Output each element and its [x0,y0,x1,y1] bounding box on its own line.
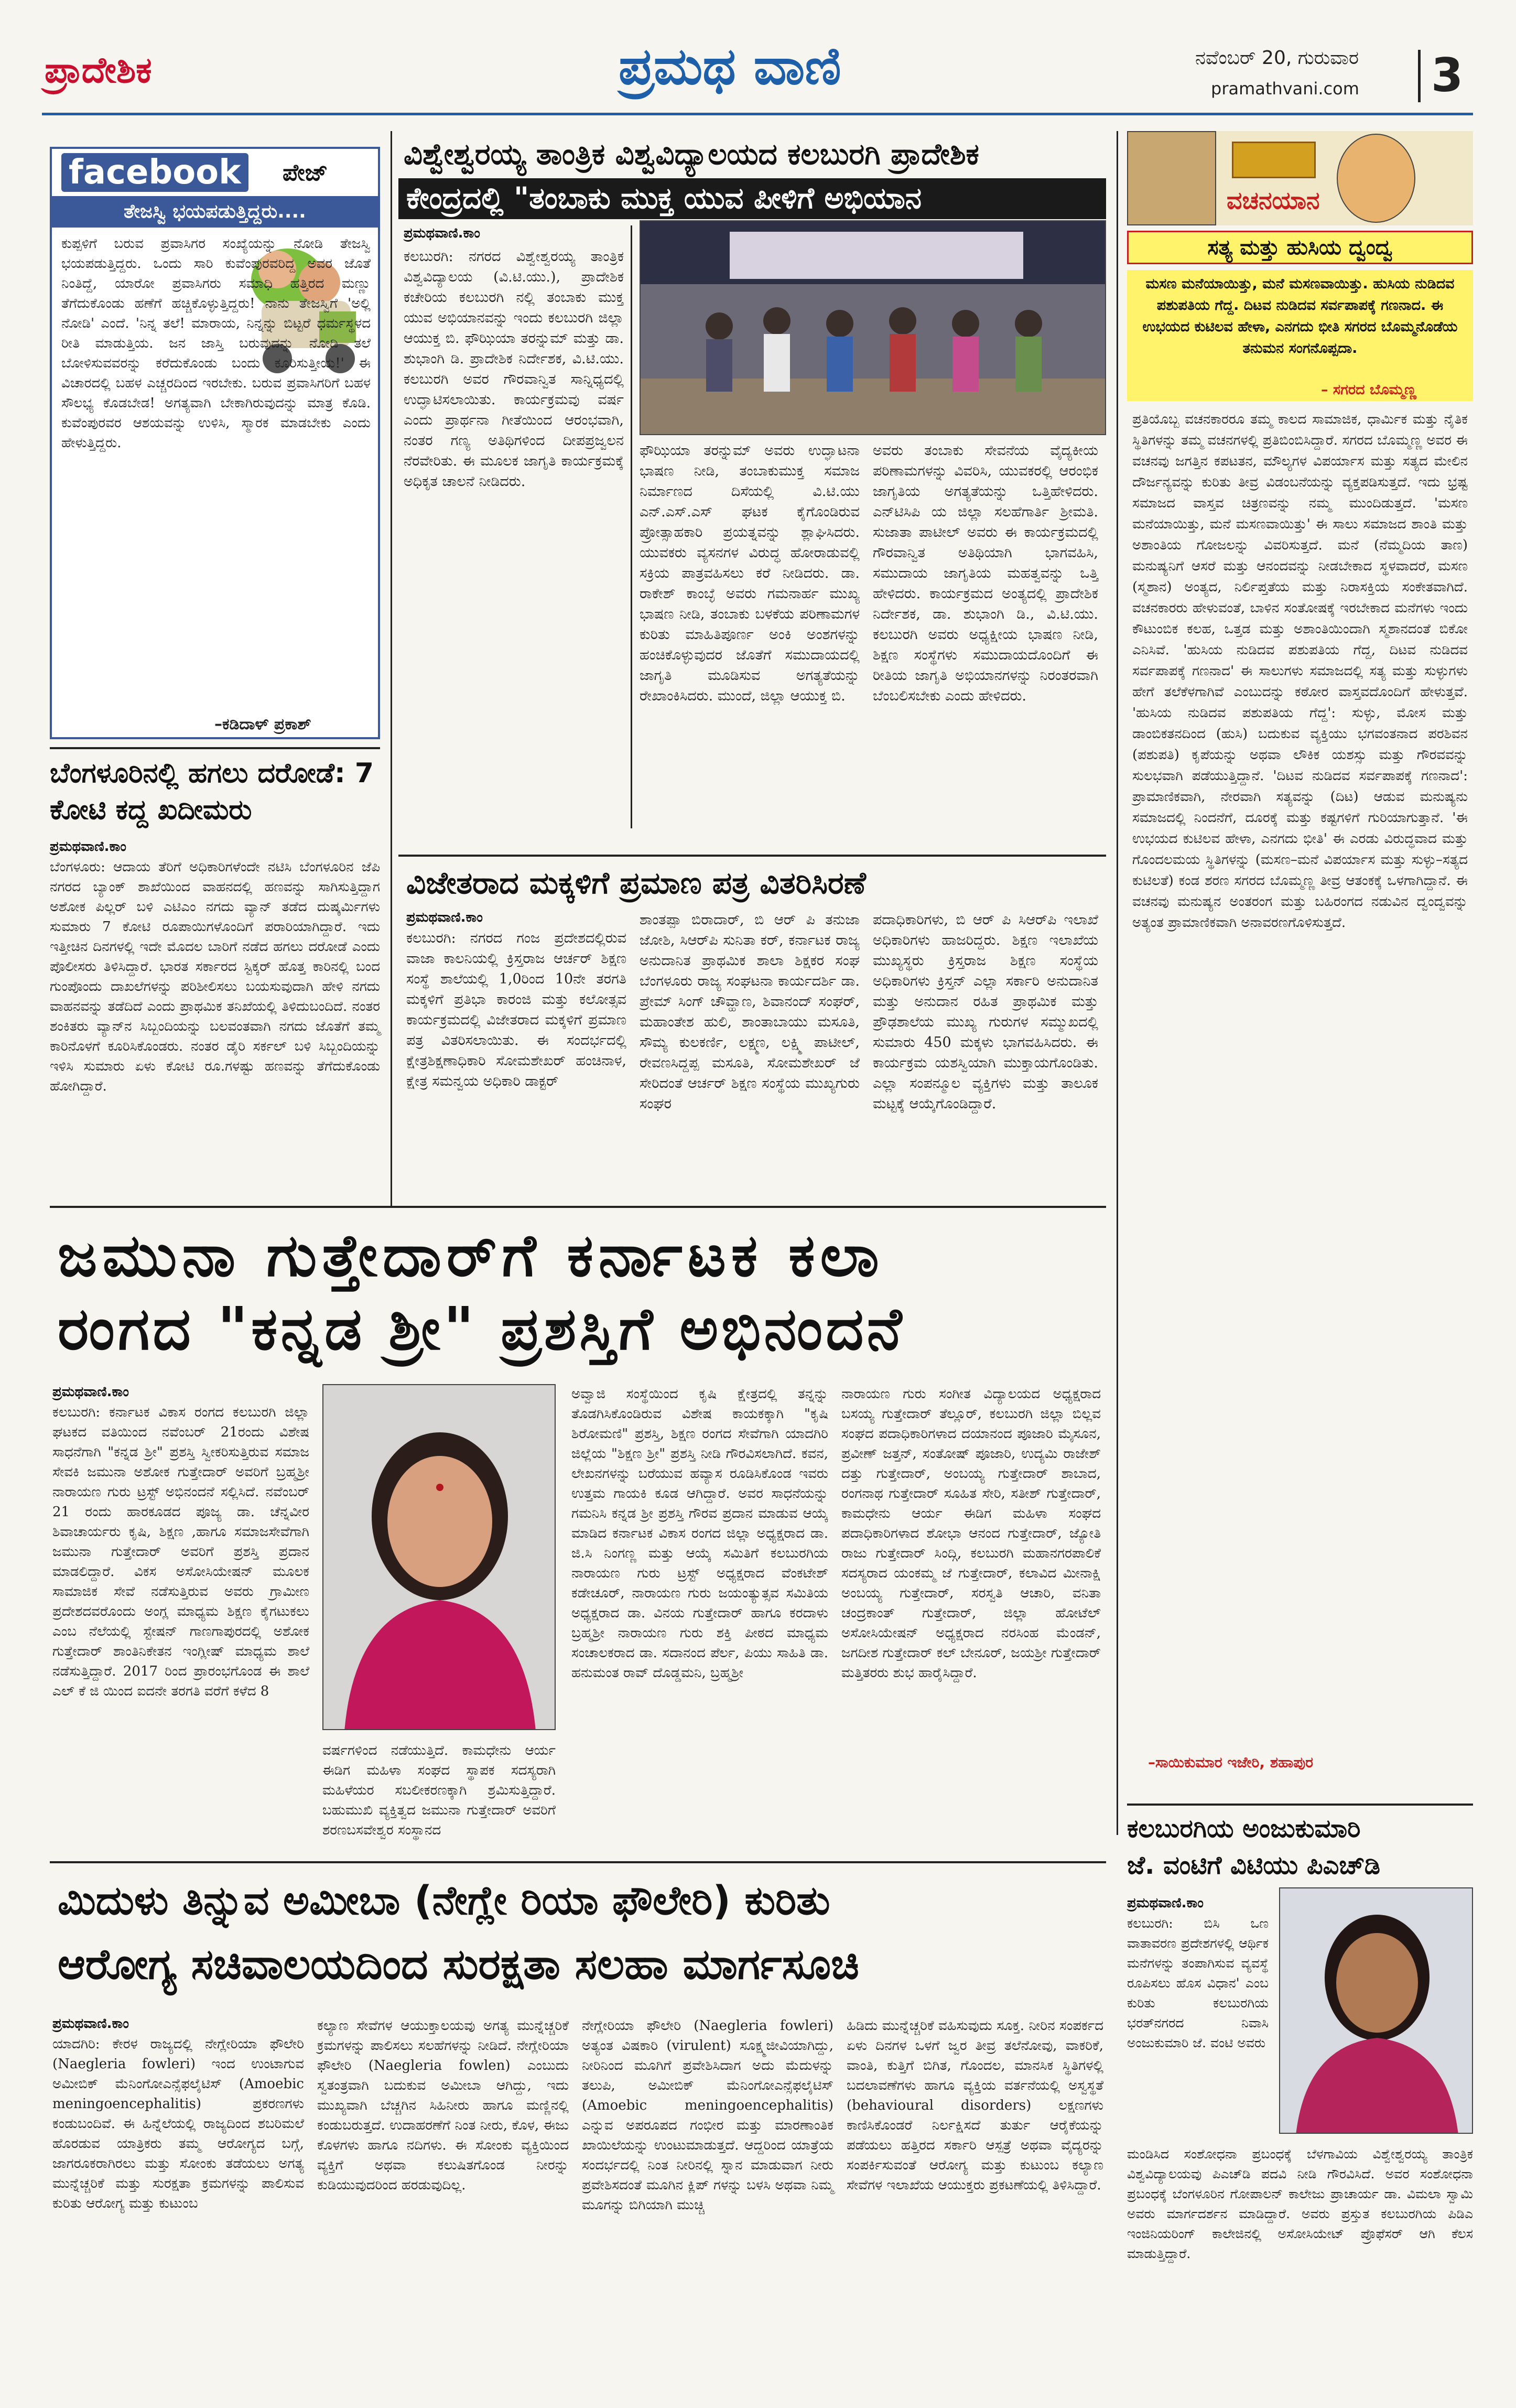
facebook-box [50,147,380,739]
robbery-byline: ಪ್ರಮಥವಾಣಿ.ಕಾಂ [50,839,126,855]
vtu-byline: ಪ್ರಮಥವಾಣಿ.ಕಾಂ [404,225,480,241]
vtu-col-1: ಕಲಬುರಗಿ: ನಗರದ ವಿಶ್ವೇಶ್ವರಯ್ಯ ತಾಂತ್ರಿಕ ವಿಶ್ವವಿದ್ಯಾಲಯ (ವಿ.ಟಿ.ಯು.), ಪ್ರಾದೇಶಿಕ ಕಚೇರಿಯ ಕಲಬುರಗಿ ನಲ್ಲಿ ತಂಬಾಕು ಮುಕ್ತ ಯುವ ಅಭಿಯಾನವನ್ನು ಇಂದು ಕಲಬುರಗಿ ಜಿಲ್ಲಾ ಆಯುಕ್ತ ಬಿ. ಫೌಝಿಯಾ ತರನ್ನುಮ್ ಮತ್ತು ಡಾ. ಶುಭಾಂಗಿ ಡಿ. ಪ್ರಾದೇಶಿಕ ನಿರ್ದೇಶಕ, ವಿ.ಟಿ.ಯು. ಕಲಬುರಗಿ ಅವರ ಗೌರವಾನ್ವಿತ ಸಾನ್ನಿಧ್ಯದಲ್ಲಿ ಉದ್ಘಾಟಿಸಲಾಯಿತು. ಕಾರ್ಯಕ್ರಮವು ವರ್ಷ ಎಂದು ಪ್ರಾರ್ಥನಾ ಗೀತೆಯಿಂದ ಆರಂಭವಾಗಿ, ನಂತರ ಗಣ್ಯ ಅತಿಥಿಗಳಿಂದ ದೀಪಪ್ರಜ್ವಲನ ನೆರವೇರಿತು. ಈ ಮೂಲಕ ಜಾಗೃತಿ ಕಾರ್ಯಕ್ರಮಕ್ಕೆ ಅಧಿಕೃತ ಚಾಲನೆ ನೀಡಿದರು. [404,249,624,490]
certificates-top-rule [398,855,1106,857]
robbery-top-rule [50,747,380,749]
certificates-headline: ವಿಜೇತರಾದ ಮಕ್ಕಳಿಗೆ ಪ್ರಮಾಣ ಪತ್ರ ವಿತರಿಸಿರಣೆ [406,865,866,901]
amoeba-top-rule [50,1861,1106,1863]
vtu-col-2: ಫೌಝಿಯಾ ತರನ್ನುಮ್ ಅವರು ಉದ್ಘಾಟನಾ ಭಾಷಣ ನೀಡಿ, ತಂಬಾಕುಮುಕ್ತ ಸಮಾಜ ನಿರ್ಮಾಣದ ದಿಸೆಯಲ್ಲಿ ವಿ.ಟಿ.ಯು ಎನ್.ಎಸ್.ಎಸ್ ಘಟಕ ಕೈಗೊಂಡಿರುವ ಪ್ರೋತ್ಸಾಹಕಾರಿ ಪ್ರಯತ್ನವನ್ನು ಶ್ಲಾಘಿಸಿದರು. ಯುವಕರು ವ್ಯಸನಗಳ ವಿರುದ್ಧ ಹೋರಾಡುವಲ್ಲಿ ಸಕ್ರಿಯ ಪಾತ್ರವಹಿಸಲು ಕರೆ ನೀಡಿದರು. ಡಾ. ರಾಕೇಶ್ ಕಾಂಬ್ಳೆ ಅವರು ಗಮನಾರ್ಹ ಮುಖ್ಯ ಭಾಷಣ ನೀಡಿ, ತಂಬಾಕು ಬಳಕೆಯ ಪರಿಣಾಮಗಳ ಕುರಿತು ಮಾಹಿತಿಪೂರ್ಣ ಅಂಕಿ ಅಂಶಗಳನ್ನು ಹಂಚಿಕೊಳ್ಳುವುದರ ಜೊತೆಗೆ ಸಮುದಾಯದಲ್ಲಿ ಜಾಗೃತಿ ಮೂಡಿಸುವ ಅಗತ್ಯತೆಯನ್ನು ರೇಖಾಂಕಿಸಿದರು. ಮುಂದೆ, ಜಿಲ್ಲಾ ಆಯುಕ್ತ ಬಿ. [640,442,860,704]
phd-body: ಮಂಡಿಸಿದ ಸಂಶೋಧನಾ ಪ್ರಬಂಧಕ್ಕೆ ಬೆಳಗಾವಿಯ ವಿಶ್ವೇಶ್ವರಯ್ಯ ತಾಂತ್ರಿಕ ವಿಶ್ವವಿದ್ಯಾಲಯವು ಪಿಎಚ್‌ಡಿ ಪದವಿ ನೀಡಿ ಗೌರವಿಸಿದೆ. ಅವರ ಸಂಶೋಧನಾ ಪ್ರಬಂಧಕ್ಕೆ ಬೆಂಗಳೂರಿನ ಗೋಪಾಲನ್ ಕಾಲೇಜು ಪ್ರಾಚಾರ್ಯ ಡಾ. ವಿಮಲಾ ಸ್ವಾಮಿ ಅವರು ಮಾರ್ಗದರ್ಶನ ಮಾಡಿದ್ದಾರೆ. ಅವರು ಪ್ರಸ್ತುತ ಕಲಬುರಗಿಯ ಪಿಡಿಎ ಇಂಜಿನಿಯರಿಂಗ್ ಕಾಲೇಜಿನಲ್ಲಿ ಅಸೋಸಿಯೇಟ್ ಪ್ರೊಫೆಸರ್ ಆಗಿ ಕೆಲಸ ಮಾಡುತ್ತಿದ್ದಾರೆ. [1127,2146,1473,2261]
amoeba-headline-2: ಆರೋಗ್ಯ ಸಚಿವಾಲಯದಿಂದ ಸುರಕ್ಷತಾ ಸಲಹಾ ಮಾರ್ಗಸೂಚಿ [58,1940,859,1989]
facebook-body: ಕುಪ್ಪಳಿಗೆ ಬರುವ ಪ್ರವಾಸಿಗರ ಸಂಖ್ಯೆಯನ್ನು ನೋಡಿ ತೇಜಸ್ವಿ ಭಯಪಡುತ್ತಿದ್ದರು. ಒಂದು ಸಾರಿ ಕುವೆಂಪುರವರಿದ್ದ ಅವರ ಜೊತೆ ನಿಂತಿದ್ದೆ, ಯಾರೋ ಪ್ರವಾಸಿಗರು ಸಮಾಧಿ ಹತ್ತಿರದ ಮಣ್ಣು ತೆಗೆದುಕೊಂಡು ಹಣೆಗೆ ಹಚ್ಚಿಕೊಳ್ಳುತ್ತಿದ್ದರು! ನಾನು ತೇಜಸ್ವಿಗೆ 'ಅಲ್ಲಿ ನೋಡಿ' ಎಂದೆ. 'ನಿನ್ನ ತಲೆ! ಮಾರಾಯ, ನಿನ್ನನ್ನು ಬಿಟ್ಟರೆ ಧರ್ಮಸ್ಥಳದ ರೀತಿ ಮಾಡುತ್ತಿಯ. ಜನ ಜಾಸ್ತಿ ಬರುವುದನ್ನು ನೋಡಿ ತಲೆ ಬೋಳಿಸುವವರನ್ನು ಕರೆದುಕೊಂಡು ಬಂದು ಕೂರಿಸುತ್ತೀಯ!' ಈ ವಿಚಾರದಲ್ಲಿ ಬಹಳ ಎಚ್ಚರದಿಂದ ಇರಬೇಕು. ಬರುವ ಪ್ರವಾಸಿಗರಿಗೆ ಬಹಳ ಸೌಲಭ್ಯ ಕೊಡಬೇಡ! ಅಗತ್ಯವಾಗಿ ಬೇಕಾಗಿರುವುದನ್ನು ಮಾತ್ರ ಕೊಡಿ. ಕುವೆಂಪುರವರ ಆಶಯವನ್ನು ಉಳಿಸಿ, ಸ್ಮಾರಕ ಮಾಡಬೇಕು ಎಂದು ಹೇಳುತ್ತಿದ್ದರು. [61,236,371,451]
vachana-banner [1127,131,1473,225]
phd-portrait [1279,1887,1473,2134]
paper-title: ಪ್ರಮಥ ವಾಣಿ [619,37,841,96]
amoeba-col-4: ಹಿಡಿದು ಮುನ್ನೆಚ್ಚರಿಕೆ ವಹಿಸುವುದು ಸೂಕ್ತ. ನೀರಿನ ಸಂಪರ್ಕದ ಏಳು ದಿನಗಳ ಒಳಗೆ ಜ್ವರ ತೀವ್ರ ತಲೆನೋವು, ವಾಕರಿಕೆ, ವಾಂತಿ, ಕುತ್ತಿಗೆ ಬಿಗಿತ, ಗೊಂದಲ, ಮಾನಸಿಕ ಸ್ಥಿತಿಗಳಲ್ಲಿ ಬದಲಾವಣೆಗಳು ಹಾಗೂ ವ್ಯಕ್ತಿಯ ವರ್ತನೆಯಲ್ಲಿ ಅಸ್ವಸ್ಥತೆ (behavioural disorders) ಲಕ್ಷಣಗಳು ಕಾಣಿಸಿಕೊಂಡರೆ ನಿರ್ಲಕ್ಷಿಸದೆ ತುರ್ತು ಆರೈಕೆಯನ್ನು ಪಡೆಯಲು ಹತ್ತಿರದ ಸರ್ಕಾರಿ ಆಸ್ಪತ್ರೆ ಅಥವಾ ವೈದ್ಯರನ್ನು ಸಂಪರ್ಕಿಸುವಂತೆ ಆರೋಗ್ಯ ಮತ್ತು ಕುಟುಂಬ ಕಲ್ಯಾಣ ಸೇವೆಗಳ ಇಲಾಖೆಯ ಆಯುಕ್ತರು ಪ್ರಕಟಣೆಯಲ್ಲಿ ತಿಳಿಸಿದ್ದಾರೆ. [847,2018,1103,2193]
right-column-divider [1117,131,1118,1835]
robbery-headline: ಬೆಂಗಳೂರಿನಲ್ಲಿ ಹಗಲು ದರೋಡೆ: 7 ಕೋಟಿ ಕದ್ದ ಖದೀಮರು [50,758,374,826]
masthead-rule [42,113,1473,115]
amoeba-byline: ಪ್ರಮಥವಾಣಿ.ಕಾಂ [52,2016,129,2032]
vachana-author: –ಸಾಯಿಕುಮಾರ ಇಜೇರಿ, ಶಹಾಪುರ [1148,1754,1314,1771]
amoeba-col-3: ನೇಗ್ಲೇರಿಯಾ ಫೌಲೇರಿ (Naegleria fowleri) ಅತ್ಯಂತ ವಿಷಕಾರಿ (virulent) ಸೂಕ್ಷ್ಮಜೀವಿಯಾಗಿದ್ದು, ನೀರಿನಿಂದ ಮೂಗಿಗೆ ಪ್ರವೇಶಿಸಿದಾಗ ಅದು ಮೆದುಳನ್ನು ತಲುಪಿ, ಅಮೀಬಿಕ್ ಮೆನಿಂಗೋಎನ್ಸೆಫಲೈಟಿಸ್ (Amoebic meningoencephalitis) ಎನ್ನುವ ಅಪರೂಪದ ಗಂಭೀರ ಮತ್ತು ಮಾರಣಾಂತಿಕ ಖಾಯಿಲೆಯನ್ನು ಉಂಟುಮಾಡುತ್ತದೆ. ಆದ್ದರಿಂದ ಯಾತ್ರೆಯ ಸಂದರ್ಭದಲ್ಲಿ ನಿಂತ ನೀರಿನಲ್ಲಿ ಸ್ನಾನ ಮಾಡುವಾಗ ನೀರು ಪ್ರವೇಶಿಸದಂತೆ ಮೂಗಿನ ಕ್ಲಿಪ್ ಗಳನ್ನು ಬಳಸಿ ಅಥವಾ ನಿಮ್ಮ ಮೂಗನ್ನು ಬಿಗಿಯಾಗಿ ಮುಚ್ಚಿ [582,2018,833,2213]
facebook-tag: ಪೇಜ್ [283,159,328,186]
facebook-header [52,149,378,196]
amoeba-col-2: ಕಲ್ಯಾಣ ಸೇವೆಗಳ ಆಯುಕ್ತಾಲಯವು ಅಗತ್ಯ ಮುನ್ನೆಚ್ಚರಿಕೆ ಕ್ರಮಗಳನ್ನು ಪಾಲಿಸಲು ಸಲಹೆಗಳನ್ನು ನೀಡಿದೆ. ನೇಗ್ಲೇರಿಯಾ ಫೌಲೇರಿ (Naegleria fowlen) ಎಂಬುದು ಸ್ವತಂತ್ರವಾಗಿ ಬದುಕುವ ಅಮೀಬಾ ಆಗಿದ್ದು, ಇದು ಮುಖ್ಯವಾಗಿ ಬೆಚ್ಚಗಿನ ಸಿಹಿನೀರು ಹಾಗೂ ಮಣ್ಣಿನಲ್ಲಿ ಕಂಡುಬರುತ್ತದೆ. ಉದಾಹರಣೆಗೆ ನಿಂತ ನೀರು, ಕೊಳ, ಈಜು ಕೊಳಗಳು ಹಾಗೂ ನದಿಗಳು. ಈ ಸೋಂಕು ವ್ಯಕ್ತಿಯಿಂದ ವ್ಯಕ್ತಿಗೆ ಅಥವಾ ಕಲುಷಿತಗೊಂಡ ನೀರನ್ನು ಕುಡಿಯುವುದರಿಂದ ಹರಡುವುದಿಲ್ಲ. [317,2018,569,2193]
jamuna-byline: ಪ್ರಮಥವಾಣಿ.ಕಾಂ [52,1384,129,1400]
jamuna-col-2: ಅವ್ವಾಜಿ ಸಂಸ್ಥೆಯಿಂದ ಕೃಷಿ ಕ್ಷೇತ್ರದಲ್ಲಿ ತನ್ನನ್ನು ತೊಡಗಿಸಿಕೊಂಡಿರುವ ವಿಶೇಷ ಕಾಯಕಕ್ಕಾಗಿ "ಕೃಷಿ ಶಿರೋಮಣಿ" ಪ್ರಶಸ್ತಿ, ಶಿಕ್ಷಣ ರಂಗದ ಸೇವೆಗಾಗಿ ಯಾದಗಿರಿ ಜಿಲ್ಲೆಯ "ಶಿಕ್ಷಣ ಶ್ರೀ" ಪ್ರಶಸ್ತಿ ನೀಡಿ ಗೌರವಿಸಲಾಗಿದೆ. ಕವನ, ಲೇಖನಗಳನ್ನು ಬರೆಯುವ ಹವ್ಯಾಸ ರೂಡಿಸಿಕೊಂಡ ಇವರು ಉತ್ತಮ ಗಾಯಕಿ ಕೂಡ ಆಗಿದ್ದಾರೆ. ಅವರ ಸಾಧನೆಯನ್ನು ಗಮನಿಸಿ ಕನ್ನಡ ಶ್ರೀ ಪ್ರಶಸ್ತಿ ಗೌರವ ಪ್ರದಾನ ಮಾಡುವ ಆಯ್ಕೆ ಮಾಡಿದ ಕರ್ನಾಟಕ ವಿಕಾಸ ರಂಗದ ಜಿಲ್ಲಾ ಅಧ್ಯಕ್ಷರಾದ ಡಾ. ಜಿ.ಸಿ ನಿಂಗಣ್ಣ ಮತ್ತು ಆಯ್ಕೆ ಸಮಿತಿಗೆ ಕಲಬುರಗಿಯ ನಾರಾಯಣ ಗುರು ಟ್ರಸ್ಟ್ ಅಧ್ಯಕ್ಷರಾದ ವೆಂಕಟೇಶ್ ಕಡೇಚೂರ್, ನಾರಾಯಣ ಗುರು ಜಯಂತ್ಯುತ್ಸವ ಸಮಿತಿಯ ಅಧ್ಯಕ್ಷರಾದ ಡಾ. ವಿನಯ ಗುತ್ತೇದಾರ್ ಹಾಗೂ ಕರದಾಳು ಬ್ರಹ್ಮಶ್ರೀ ನಾರಾಯಣ ಗುರು ಶಕ್ತಿ ಪೀಠದ ಮಾಧ್ಯಮ ಸಂಚಾಲಕರಾದ ಡಾ. ಸದಾನಂದ ಪೆರ್ಲ, ಪಿಯು ಸಾಹಿತಿ ಡಾ. ಹನುಮಂತ ರಾವ್ ದೊಡ್ಡಮನಿ, ಬ್ರಹ್ಮಶ್ರೀ [571,1386,828,1681]
phd-col-1: ಕಲಬುರಗಿ: ಬಿಸಿ ಒಣ ವಾತಾವರಣ ಪ್ರದೇಶಗಳಲ್ಲಿ ಆರ್ಥಿಕ ಮನೆಗಳನ್ನು ತಂಪಾಗಿಸುವ ವ್ಯವಸ್ಥೆ ರೂಪಿಸಲು ಹೊಸ ವಿಧಾನ' ಎಂಬ ಕುರಿತು ಕಲಬುರಗಿಯ ಭರತ್‌ನಗರದ ನಿವಾಸಿ ಅಂಜುಕುಮಾರಿ ಜೆ. ವಂಟಿ ಅವರು [1127,1916,1269,2050]
phd-top-rule [1127,1804,1473,1806]
robbery-body: ಬೆಂಗಳೂರು: ಆದಾಯ ತೆರಿಗೆ ಅಧಿಕಾರಿಗಳೆಂದೇ ನಟಿಸಿ ಬೆಂಗಳೂರಿನ ಜೆಪಿ ನಗರದ ಬ್ಯಾಂಕ್ ಶಾಖೆಯಿಂದ ವಾಹನದಲ್ಲಿ ಹಣವನ್ನು ಸಾಗಿಸುತ್ತಿದ್ದಾಗ ಅಶೋಕ ಪಿಲ್ಲರ್ ಬಳಿ ಎಟಿಎಂ ನಗದು ವ್ಯಾನ್ ತಡೆದ ದುಷ್ಕರ್ಮಿಗಳು ಸುಮಾರು 7 ಕೋಟಿ ರೂಪಾಯಿಗಳೊಂದಿಗೆ ಪರಾರಿಯಾಗಿದ್ದಾರೆ. ಇದು ಇತ್ತೀಚಿನ ದಿನಗಳಲ್ಲಿ ಇದೇ ಮೊದಲ ಬಾರಿಗೆ ನಡೆದ ಹಗಲು ದರೋಡೆ ಎಂದು ಪೊಲೀಸರು ತಿಳಿಸಿದ್ದಾರೆ. ಭಾರತ ಸರ್ಕಾರದ ಸ್ಟಿಕ್ಕರ್ ಹೊತ್ತ ಕಾರಿನಲ್ಲಿ ಬಂದ ಗುಂಪೊಂದು ದಾಖಲೆಗಳನ್ನು ಪರಿಶೀಲಿಸಲು ಬಯಸುವುದಾಗಿ ಹೇಳಿ ನಗದು ವಾಹನವನ್ನು ತಡೆದಿದೆ ಎಂದು ಪ್ರಾಥಮಿಕ ತನಿಖೆಯಲ್ಲಿ ತಿಳಿದುಬಂದಿದೆ. ನಂತರ ಶಂಕಿತರು ವ್ಯಾನ್‌ನ ಸಿಬ್ಬಂದಿಯನ್ನು ಬಲವಂತವಾಗಿ ನಗದು ಜೊತೆಗೆ ತಮ್ಮ ಕಾರಿನೊಳಗೆ ಕೂರಿಸಿಕೊಂಡರು. ನಂತರ ಡೈರಿ ಸರ್ಕಲ್ ಬಳಿ ಸಿಬ್ಬಂದಿಯನ್ನು ಇಳಿಸಿ ಸುಮಾರು ಏಳು ಕೋಟಿ ರೂ.ಗಳಷ್ಟು ಹಣವನ್ನು ತೆಗೆದುಕೊಂಡು ಹೋಗಿದ್ದಾರೆ. [50,859,380,1094]
facebook-title: ತೇಜಸ್ವಿ ಭಯಪಡುತ್ತಿದ್ದರು.... [52,196,378,228]
masthead [0,0,1516,113]
jamuna-top-rule [50,1206,1106,1208]
website: pramathvani.com [1211,79,1359,99]
vachana-verse-author: – ಸಗರದ ಬೊಮ್ಮಣ್ಣ [1321,382,1417,398]
jamuna-col-1: ಕಲಬುರಗಿ: ಕರ್ನಾಟಕ ವಿಕಾಸ ರಂಗದ ಕಲಬುರಗಿ ಜಿಲ್ಲಾ ಘಟಕದ ವತಿಯಿಂದ ನವೆಂಬರ್ 21ರಂದು ವಿಶೇಷ ಸಾಧನೆಗಾಗಿ "ಕನ್ನಡ ಶ್ರೀ" ಪ್ರಶಸ್ತಿ ಸ್ವೀಕರಿಸುತ್ತಿರುವ ಸಮಾಜ ಸೇವಕಿ ಜಮುನಾ ಅಶೋಕ ಗುತ್ತೇದಾರ್ ಅವರಿಗೆ ಬ್ರಹ್ಮಶ್ರೀ ನಾರಾಯಣ ಗುರು ಟ್ರಸ್ಟ್ ಅಭಿನಂದನೆ ಸಲ್ಲಿಸಿದೆ. ನವೆಂಬರ್ 21 ರಂದು ಹಾರಕೂಡದ ಪೂಜ್ಯ ಡಾ. ಚೆನ್ನವೀರ ಶಿವಾಚಾರ್ಯರು ಕೃಷಿ, ಶಿಕ್ಷಣ ,ಹಾಗೂ ಸಮಾಜಸೇವೆಗಾಗಿ ಜಮುನಾ ಗುತ್ತೇದಾರ್ ಅವರಿಗೆ ಪ್ರಶಸ್ತಿ ಪ್ರದಾನ ಮಾಡಲಿದ್ದಾರೆ. ವಿಕಸ ಅಸೋಸಿಯೇಷನ್ ಮೂಲಕ ಸಾಮಾಜಿಕ ಸೇವೆ ನಡೆಸುತ್ತಿರುವ ಅವರು ಗ್ರಾಮೀಣ ಪ್ರದೇಶದವರೊಂದು ಅಂಗ್ಲ ಮಾಧ್ಯಮ ಶಿಕ್ಷಣ ಕೈಗಟುಕಲು ಎಂಬ ನೆಲೆಯಲ್ಲಿ ಸ್ಟೇಷನ್ ಗಾಣಗಾಪುರದಲ್ಲಿ ಅಶೋಕ ಗುತ್ತೇದಾರ್ ಶಾಂತಿನಿಕೇತನ ಇಂಗ್ಲೀಷ್ ಮಾಧ್ಯಮ ಶಾಲೆ ನಡೆಸುತ್ತಿದ್ದಾರೆ. 2017 ರಿಂದ ಪ್ರಾರಂಭಗೊಂಡ ಈ ಶಾಲೆ ಎಲ್ ಕೆ ಜಿ ಯಿಂದ ಐದನೇ ತರಗತಿ ವರೆಗೆ ಕಳೆದ 8 [52,1405,309,1699]
certificates-byline: ಪ್ರಮಥವಾಣಿ.ಕಾಂ [406,910,483,925]
vachana-verse: ಮಸಣ ಮನೆಯಾಯಿತ್ತು, ಮನೆ ಮಸಣವಾಯಿತ್ತು. ಹುಸಿಯ ನುಡಿದವ ಪಶುಪತಿಯ ಗೆದ್ದ. ದಿಟವ ನುಡಿದವ ಸರ್ವಪಾಪಕ್ಕೆ ಗಣನಾದ. ಈ ಉಭಯದ ಕುಟಿಲವ ಹೇಳಾ, ಎನಗದು ಭೀತಿ ಸಗರದ ಬೊಮ್ಮನೊಡೆಯ ತನುಮನ ಸಂಗನೊಪ್ಪದಾ. [1127,270,1473,401]
jamuna-portrait-caption: ವರ್ಷಗಳಿಂದ ನಡೆಯುತ್ತಿದೆ. ಕಾಮಧೇನು ಆರ್ಯ ಈಡಿಗ ಮಹಿಳಾ ಸಂಘದ ಸ್ಥಾಪಕ ಸದಸ್ಯರಾಗಿ ಮಹಿಳೆಯರ ಸಬಲೀಕರಣಕ್ಕಾಗಿ ಶ್ರಮಿಸುತ್ತಿದ್ದಾರೆ. ಬಹುಮುಖಿ ವ್ಯಕ್ತಿತ್ವದ ಜಮುನಾ ಗುತ್ತೇದಾರ್ ಅವರಿಗೆ ಶರಣಬಸವೇಶ್ವರ ಸಂಸ್ಥಾನದ [322,1743,556,1838]
vachana-photo-saint [1127,131,1216,225]
certificates-col-2: ಶಾಂತಪ್ಪಾ ಬಿರಾದಾರ್, ಬಿ ಆರ್ ಪಿ ತನುಜಾ ಜೋಶಿ, ಸಿಆರ್‌ಪಿ ಸುನಿತಾ ಕರ್, ಕರ್ನಾಟಕ ರಾಜ್ಯ ಅನುದಾನಿತ ಪ್ರಾಥಮಿಕ ಶಾಲಾ ಶಿಕ್ಷಕರ ಸಂಘ ಬೆಂಗಳೂರು ರಾಜ್ಯ ಸಂಘಟನಾ ಕಾರ್ಯದರ್ಶಿ ಡಾ. ಪ್ರೇಮ್ ಸಿಂಗ್ ಚೌವ್ಹಾಣ, ಶಿವಾನಂದ್ ಸಂಘರ್, ಮಹಾಂತೇಶ ಹುಲಿ, ಶಾಂತಾಬಾಯು ಮಸೂತಿ, ಸೌಮ್ಯ ಕುಲಕರ್ಣಿ, ಲಕ್ಷ್ಮಣ, ಲಕ್ಷ್ಮಿ ಪಾಟೀಲ್, ರೇವಣಸಿದ್ದಪ್ಪ ಮಸೂತಿ, ಸೋಮಶೇಖರ್ ಜೆ ಸೇರಿದಂತೆ ಆರ್ಚರ್ ಶಿಕ್ಷಣ ಸಂಸ್ಥೆಯ ಮುಖ್ಯಗುರು ಸಂಘರ [640,912,860,1112]
amoeba-headline-1: ಮಿದುಳು ತಿನ್ನುವ ಅಮೀಬಾ (ನೇಗ್ಲೇ ರಿಯಾ ಫೌಲೇರಿ) ಕುರಿತು [58,1877,830,1924]
left-column-divider [391,131,392,1206]
vachana-title: ಸತ್ಯ ಮತ್ತು ಹುಸಿಯ ದ್ವಂದ್ವ [1127,231,1473,264]
vachana-label: ವಚನಯಾನ [1227,186,1320,214]
certificates-col-3: ಪದಾಧಿಕಾರಿಗಳು, ಬಿ ಆರ್ ಪಿ ಸಿಆರ್‌ಪಿ ಇಲಾಖೆ ಅಧಿಕಾರಿಗಳು ಹಾಜರಿದ್ದರು. ಶಿಕ್ಷಣ ಇಲಾಖೆಯ ಮುಖ್ಯಸ್ಥರು ಕ್ರಿಸ್ತರಾಜ ಶಿಕ್ಷಣ ಸಂಸ್ಥೆಯ ಅಧಿಕಾರಿಗಳು ಕ್ರಿಸ್ತನ್ ಎಲ್ಲಾ ಸರ್ಕಾರಿ ಅನುದಾನಿತ ಮತ್ತು ಅನುದಾನ ರಹಿತ ಪ್ರಾಥಮಿಕ ಮತ್ತು ಪ್ರೌಢಶಾಲೆಯ ಮುಖ್ಯ ಗುರುಗಳ ಸಮ್ಮುಖದಲ್ಲಿ ಸುಮಾರು 450 ಮಕ್ಕಳು ಭಾಗವಹಿಸಿದರು. ಈ ಕಾರ್ಯಕ್ರಮ ಯಶಸ್ವಿಯಾಗಿ ಮುಕ್ತಾಯಗೊಂಡಿತು. ಎಲ್ಲಾ ಸಂಪನ್ಮೂಲ ವ್ಯಕ್ತಿಗಳು ಮತ್ತು ತಾಲೂಕ ಮಟ್ಟಕ್ಕೆ ಆಯ್ಕೆಗೊಂಡಿದ್ದಾರೆ. [873,912,1098,1112]
vachana-author-photo [1337,134,1415,223]
phd-headline-1: ಕಲಬುರಗಿಯ ಅಂಜುಕುಮಾರಿ [1127,1814,1361,1843]
jamuna-headline-1: ಜಮುನಾ ಗುತ್ತೇದಾರ್‌ಗೆ ಕರ್ನಾಟಕ ಕಲಾ [58,1222,884,1290]
vachana-book-icon [1232,142,1316,178]
phd-byline: ಪ್ರಮಥವಾಣಿ.ಕಾಂ [1127,1895,1204,1911]
page-divider [1418,50,1421,102]
facebook-logo: facebook [61,153,248,192]
vachana-body: ಪ್ರತಿಯೊಬ್ಬ ವಚನಕಾರರೂ ತಮ್ಮ ಕಾಲದ ಸಾಮಾಜಿಕ, ಧಾರ್ಮಿಕ ಮತ್ತು ನೈತಿಕ ಸ್ಥಿತಿಗಳನ್ನು ತಮ್ಮ ವಚನಗಳಲ್ಲಿ ಪ್ರತಿಬಿಂಬಿಸಿದ್ದಾರೆ. ಸಗರದ ಬೊಮ್ಮಣ್ಣ ಅವರ ಈ ವಚನವು ಜಗತ್ತಿನ ಕಪಟತನ, ಮೌಲ್ಯಗಳ ವಿಪರ್ಯಾಸ ಮತ್ತು ಸತ್ಯದ ಮೇಲಿನ ದೌರ್ಜನ್ಯವನ್ನು ಕುರಿತು ತೀವ್ರ ವಿಡಂಬನೆಯನ್ನು ವ್ಯಕ್ತಪಡಿಸುತ್ತದೆ. ಇದು ಭ್ರಷ್ಟ ಸಮಾಜದ ವಾಸ್ತವ ಚಿತ್ರಣವನ್ನು ನಮ್ಮ ಮುಂದಿಡುತ್ತದೆ. 'ಮಸಣ ಮನೆಯಾಯಿತ್ತು, ಮನೆ ಮಸಣವಾಯಿತ್ತು' ಈ ಸಾಲು ಸಮಾಜದ ಶಾಂತಿ ಮತ್ತು ಅಶಾಂತಿಯ ಗೋಜಲನ್ನು ವಿವರಿಸುತ್ತದೆ. ಮನೆ (ನೆಮ್ಮದಿಯ ತಾಣ) ಮನುಷ್ಯನಿಗೆ ಆಸರೆ ಮತ್ತು ಆನಂದವನ್ನು ನೀಡಬೇಕಾದ ಸ್ಥಳವಾದರೆ, ಮಸಣ (ಸ್ಮಶಾನ) ಅಂತ್ಯದ, ನಿರ್ಲಿಪ್ತತೆಯ ಮತ್ತು ನಿರಾಸಕ್ತಿಯ ಸಂಕೇತವಾಗಿದೆ. ವಚನಕಾರರು ಹೇಳುವಂತೆ, ಬಾಳಿನ ಸಂತೋಷಕ್ಕೆ ಇರಬೇಕಾದ ಮನೆಗಳು ಇಂದು ಕೌಟುಂಬಿಕ ಕಲಹ, ಒತ್ತಡ ಮತ್ತು ಅಶಾಂತಿಯಿಂದಾಗಿ ಸ್ಮಶಾನದಂತೆ ಬಿಕೋ ಎನಿಸಿವೆ. 'ಹುಸಿಯ ನುಡಿದವ ಪಶುಪತಿಯ ಗೆದ್ದ, ದಿಟವ ನುಡಿದವ ಸರ್ವಪಾಪಕ್ಕೆ ಗಣನಾದ' ಈ ಸಾಲುಗಳು ಸಮಾಜದಲ್ಲಿ ಸತ್ಯ ಮತ್ತು ಸುಳ್ಳುಗಳು ಹೇಗೆ ತಲೆಕೆಳಗಾಗಿವೆ ಎಂಬುದನ್ನು ಕಠೋರ ವಾಸ್ತವದೊಂದಿಗೆ ಹೇಳುತ್ತವೆ. 'ಹುಸಿಯ ನುಡಿದವ ಪಶುಪತಿಯ ಗೆದ್ದ': ಸುಳ್ಳು, ಮೋಸ ಮತ್ತು ಡಾಂಬಿಕತನದಿಂದ (ಹುಸಿ) ಬದುಕುವ ವ್ಯಕ್ತಿಯು ಭಗವಂತನಾದ ಪರಶಿವನ (ಪಶುಪತಿ) ಕೃಪೆಯನ್ನು ಅಥವಾ ಲೌಕಿಕ ಯಶಸ್ಸು ಮತ್ತು ಗೌರವವನ್ನು ಸುಲಭವಾಗಿ ಪಡೆಯುತ್ತಿದ್ದಾನೆ. 'ದಿಟವ ನುಡಿದವ ಸರ್ವಪಾಪಕ್ಕೆ ಗಣನಾದ': ಪ್ರಾಮಾಣಿಕವಾಗಿ, ನೇರವಾಗಿ ಸತ್ಯವನ್ನು (ದಿಟ) ಆಡುವ ಮನುಷ್ಯನು ಸಮಾಜದಲ್ಲಿ ನಿಂದನೆಗೆ, ದೂರಕ್ಕೆ ಮತ್ತು ಕಷ್ಟಗಳಿಗೆ ಗುರಿಯಾಗುತ್ತಾನೆ. 'ಈ ಉಭಯದ ಕುಟಿಲವ ಹೇಳಾ, ಎನಗದು ಭೀತಿ' ಈ ಎರಡು ವಿರುದ್ಧವಾದ ಮತ್ತು ಗೊಂದಲಮಯ ಸ್ಥಿತಿಗಳನ್ನು (ಮಸಣ–ಮನೆ ವಿಪರ್ಯಾಸ ಮತ್ತು ಸುಳ್ಳು–ಸತ್ಯದ ಕುಟಿಲತೆ) ಕಂಡ ಶರಣ ಸಗರದ ಬೊಮ್ಮಣ್ಣ ತೀವ್ರ ಆತಂಕಕ್ಕೆ ಒಳಗಾಗಿದ್ದಾನೆ. ಈ ವಚನವು ಮನುಷ್ಯನ ಅಂತರಂಗ ಮತ್ತು ಬಹಿರಂಗದ ನಡುವಿನ ದ್ವಂದ್ವವನ್ನು ಅತ್ಯಂತ ಪ್ರಾಮಾಣಿಕವಾಗಿ ಅನಾವರಣಗೊಳಿಸುತ್ತದೆ. [1132,412,1468,931]
certificates-col-1: ಕಲಬುರಗಿ: ನಗರದ ಗಂಜ ಪ್ರದೇಶದಲ್ಲಿರುವ ವಾಜಾ ಕಾಲನಿಯಲ್ಲಿ ಕ್ರಿಸ್ತರಾಜ ಆರ್ಚರ್ ಶಿಕ್ಷಣ ಸಂಸ್ಥೆ ಶಾಲೆಯಲ್ಲಿ 1,0ರಿಂದ 10ನೇ ತರಗತಿ ಮಕ್ಕಳಿಗೆ ಪ್ರತಿಭಾ ಕಾರಂಜಿ ಮತ್ತು ಕಲೋತ್ಸವ ಕಾರ್ಯಕ್ರಮದಲ್ಲಿ ವಿಜೇತರಾದ ಮಕ್ಕಳಿಗೆ ಪ್ರಮಾಣ ಪತ್ರ ವಿತರಿಸಲಾಯಿತು. ಈ ಸಂದರ್ಭದಲ್ಲಿ ಕ್ಷೇತ್ರಶಿಕ್ಷಣಾಧಿಕಾರಿ ಸೋಮಶೇಖರ್ ಹಂಚಿನಾಳ, ಕ್ಷೇತ್ರ ಸಮನ್ವಯ ಅಧಿಕಾರಿ ಡಾಕ್ಟರ್ [406,930,626,1089]
facebook-author: –ಕಡಿದಾಳ್ ಪ್ರಕಾಶ್ [214,715,311,733]
amoeba-col-1: ಯಾದಗಿರಿ: ಕೇರಳ ರಾಜ್ಯದಲ್ಲಿ ನೇಗ್ಲೇರಿಯಾ ಫೌಲೇರಿ (Naegleria fowleri) ಇಂದ ಉಂಟಾಗುವ ಅಮೀಬಿಕ್ ಮೆನಿಂಗೋಎನ್ಸೆಫಲೈಟಿಸ್ (Amoebic meningoencephalitis) ಪ್ರಕರಣಗಳು ಕಂಡುಬಂದಿವೆ. ಈ ಹಿನ್ನೆಲೆಯಲ್ಲಿ ರಾಜ್ಯದಿಂದ ಶಬರಿಮಲೆ ಹೊರಡುವ ಯಾತ್ರಿಕರು ತಮ್ಮ ಆರೋಗ್ಯದ ಬಗ್ಗೆ, ಜಾಗರೂಕರಾಗಿರಲು ಮತ್ತು ಸೋಂಕು ತಡೆಯಲು ಅಗತ್ಯ ಮುನ್ನೆಚ್ಚರಿಕೆ ಮತ್ತು ಸುರಕ್ಷತಾ ಕ್ರಮಗಳನ್ನು ಪಾಲಿಸುವ ಕುರಿತು ಆರೋಗ್ಯ ಮತ್ತು ಕುಟುಂಬ [52,2036,304,2211]
jamuna-col-3: ನಾರಾಯಣ ಗುರು ಸಂಗೀತ ವಿದ್ಯಾಲಯದ ಅಧ್ಯಕ್ಷರಾದ ಬಸಯ್ಯ ಗುತ್ತೇದಾರ್ ತೆಲ್ಲೂರ್, ಕಲಬುರಗಿ ಜಿಲ್ಲಾ ಬಿಲ್ಲವ ಸಂಘದ ಪದಾಧಿಕಾರಿಗಳಾದ ದಯಾನಂದ ಪೂಜಾರಿ ಮೈಸೂನ, ಪ್ರವೀಣ್ ಜತ್ತನ್, ಸಂತೋಷ್ ಪೂಜಾರಿ, ಉದ್ಯಮಿ ರಾಜೇಶ್ ದತ್ತು ಗುತ್ತೇದಾರ್, ಅಂಬಯ್ಯ ಗುತ್ತೇದಾರ್ ಶಾಬಾದ, ರಂಗನಾಥ ಗುತ್ತೇದಾರ್ ಸೂಹಿತ ಸೇರಿ, ಸತೀಶ್ ಗುತ್ತೇದಾರ್, ಕಾಮಧೇನು ಆರ್ಯ ಈಡಿಗ ಮಹಿಳಾ ಸಂಘದ ಪದಾಧಿಕಾರಿಗಳಾದ ಶೋಭಾ ಆನಂದ ಗುತ್ತೇದಾರ್, ಜ್ಯೋತಿ ರಾಜು ಗುತ್ತೇದಾರ್ ಸಿಂದ್ಗಿ, ಕಲಬುರಗಿ ಮಹಾನಗರಪಾಲಿಕೆ ಸದಸ್ಯರಾದ ಯಂಕಮ್ಮ ಜೆ ಗುತ್ತೇದಾರ್, ಕಲಾವಿದ ಮೀನಾಕ್ಷಿ ಅಂಬಯ್ಯ ಗುತ್ತೇದಾರ್, ಸರಸ್ವತಿ ಆಚಾರಿ, ವನಿತಾ ಚಂದ್ರಕಾಂತ್ ಗುತ್ತೇದಾರ್, ಜಿಲ್ಲಾ ಹೋಟೆಲ್ ಅಸೋಸಿಯೇಷನ್ ಅಧ್ಯಕ್ಷರಾದ ನರಸಿಂಹ ಮೆಂಡನ್, ಜಗದೀಶ ಗುತ್ತೇದಾರ್ ಕಲ್ ಬೇನೂರ್, ಜಯಶ್ರೀ ಗುತ್ತೇದಾರ್ ಮತ್ತಿತರರು ಶುಭ ಹಾರೈಸಿದ್ದಾರೆ. [841,1386,1101,1681]
vtu-headline-2: ಕೇಂದ್ರದಲ್ಲಿ "ತಂಬಾಕು ಮುಕ್ತ ಯುವ ಪೀಳಿಗೆ ಅಭಿಯಾನ [406,181,922,215]
issue-date: ನವೆಂಬರ್ 20, ಗುರುವಾರ [1195,47,1359,69]
jamuna-headline-2: ರಂಗದ "ಕನ್ನಡ ಶ್ರೀ" ಪ್ರಶಸ್ತಿಗೆ ಅಭಿನಂದನೆ [58,1295,905,1363]
page-number: 3 [1431,48,1464,102]
vtu-event-photo [640,220,1106,435]
phd-headline-2: ಜೆ. ವಂಟಿಗೆ ವಿಟಿಯು ಪಿಎಚ್‌ಡಿ [1127,1851,1380,1880]
vtu-col-divider [631,225,632,828]
jamuna-portrait [322,1384,556,1730]
vtu-col-3: ಅವರು ತಂಬಾಕು ಸೇವನೆಯ ವೈದ್ಯಕೀಯ ಪರಿಣಾಮಗಳನ್ನು ವಿವರಿಸಿ, ಯುವಕರಲ್ಲಿ ಆರಂಭಿಕ ಜಾಗೃತಿಯ ಅಗತ್ಯತೆಯನ್ನು ಒತ್ತಿಹೇಳಿದರು. ಎನ್‌ಟಿಸಿಪಿ ಯ ಜಿಲ್ಲಾ ಸಲಹೆಗಾರ್ತಿ ಶ್ರೀಮತಿ. ಸುಜಾತಾ ಪಾಟೀಲ್ ಅವರು ಈ ಕಾರ್ಯಕ್ರಮದಲ್ಲಿ ಗೌರವಾನ್ವಿತ ಅತಿಥಿಯಾಗಿ ಭಾಗವಹಿಸಿ, ಸಮುದಾಯ ಜಾಗೃತಿಯ ಮಹತ್ವವನ್ನು ಒತ್ತಿ ಹೇಳಿದರು. ಕಾರ್ಯಕ್ರಮದ ಅಂತ್ಯದಲ್ಲಿ ಪ್ರಾದೇಶಿಕ ನಿರ್ದೇಶಕ, ಡಾ. ಶುಭಾಂಗಿ ಡಿ., ವಿ.ಟಿ.ಯು. ಕಲಬುರಗಿ ಅವರು ಅಧ್ಯಕ್ಷೀಯ ಭಾಷಣ ನೀಡಿ, ಶಿಕ್ಷಣ ಸಂಸ್ಥೆಗಳು ಸಮುದಾಯದೊಂದಿಗೆ ಈ ರೀತಿಯ ಜಾಗೃತಿ ಅಭಿಯಾನಗಳನ್ನು ನಿರಂತರವಾಗಿ ಬೆಂಬಲಿಸಬೇಕು ಎಂದು ಹೇಳಿದರು. [873,442,1098,704]
section-label: ಪ್ರಾದೇಶಿಕ [45,50,152,91]
vtu-headline-1: ವಿಶ್ವೇಶ್ವರಯ್ಯ ತಾಂತ್ರಿಕ ವಿಶ್ವವಿದ್ಯಾಲಯದ ಕಲಬುರಗಿ ಪ್ರಾದೇಶಿಕ [404,137,979,171]
